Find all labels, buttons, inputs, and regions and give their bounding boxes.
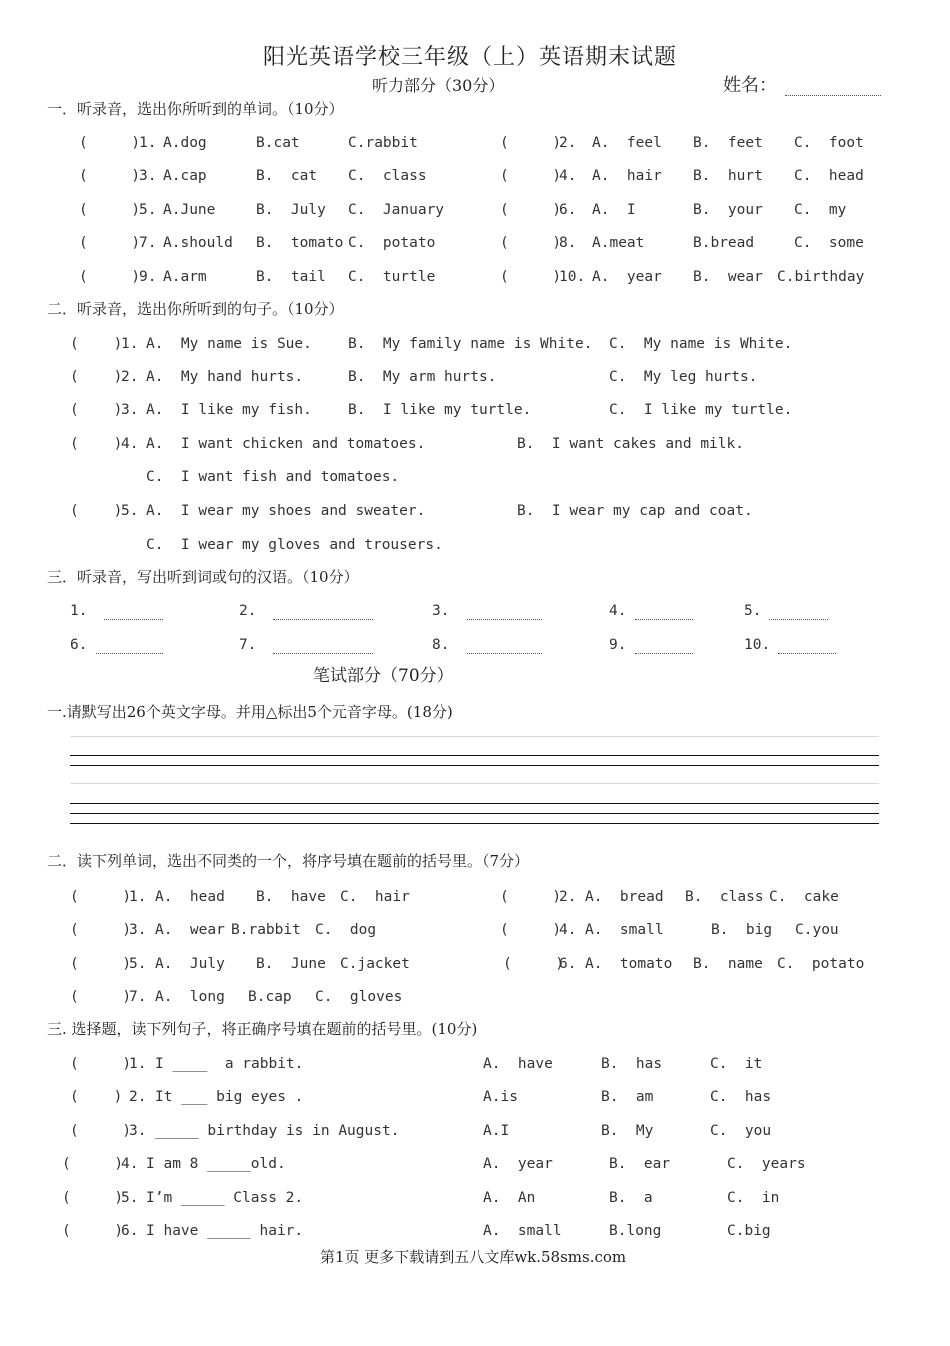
option-b: B. I like my turtle. bbox=[348, 402, 532, 418]
option-a: A. I wear my shoes and sweater. bbox=[146, 503, 426, 519]
option-a: A. small bbox=[483, 1223, 562, 1239]
option-b: B. tomato bbox=[256, 235, 344, 251]
question-number: 8. bbox=[432, 637, 450, 653]
writing-line bbox=[70, 813, 879, 814]
question-number: 8. bbox=[559, 235, 577, 251]
option-c: C. gloves bbox=[315, 989, 403, 1005]
option-c: C. potato bbox=[348, 235, 436, 251]
answer-bracket[interactable]: ( ) bbox=[70, 369, 123, 385]
option-c: C. my bbox=[794, 202, 847, 218]
question-number: 2. bbox=[121, 369, 139, 385]
question-number: 4. bbox=[609, 603, 627, 619]
answer-blank[interactable] bbox=[635, 619, 693, 620]
option-a: A. July bbox=[155, 956, 225, 972]
section-heading: 三．听录音，写出听到词或句的汉语。（10分） bbox=[47, 568, 359, 586]
page-title: 阳光英语学校三年级（上）英语期末试题 bbox=[263, 45, 678, 70]
question-number: 10. bbox=[744, 637, 771, 653]
option-b: B. ear bbox=[609, 1156, 671, 1172]
option-b: B. wear bbox=[693, 269, 763, 285]
option-c: C. it bbox=[710, 1056, 763, 1072]
question-number: 5. bbox=[129, 956, 147, 972]
answer-bracket[interactable]: ( ) bbox=[70, 402, 123, 418]
answer-blank[interactable] bbox=[769, 619, 828, 620]
answer-blank[interactable] bbox=[96, 653, 163, 654]
question-number: 3. bbox=[121, 402, 139, 418]
answer-bracket[interactable]: ( ) bbox=[79, 135, 141, 151]
question-number: 7. bbox=[139, 235, 157, 251]
answer-bracket[interactable]: ( ) bbox=[500, 922, 562, 938]
option-a: A.meat bbox=[592, 235, 645, 251]
section-heading: 二．读下列单词，选出不同类的一个，将序号填在题前的括号里。（7分） bbox=[47, 852, 530, 870]
answer-bracket[interactable]: ( ) bbox=[79, 202, 141, 218]
option-c: C. head bbox=[794, 168, 864, 184]
option-a: A.should bbox=[163, 235, 233, 251]
option-c: C. you bbox=[710, 1123, 772, 1139]
question-number: 1. bbox=[129, 889, 147, 905]
option-c: C. I wear my gloves and trousers. bbox=[146, 537, 443, 553]
answer-bracket[interactable]: ( ) bbox=[500, 269, 562, 285]
option-b: B.cat bbox=[256, 135, 300, 151]
option-c: C.birthday bbox=[777, 269, 865, 285]
option-a: A.arm bbox=[163, 269, 207, 285]
option-a: A. I like my fish. bbox=[146, 402, 312, 418]
option-b: B. class bbox=[685, 889, 764, 905]
option-a: A.dog bbox=[163, 135, 207, 151]
option-b: B. big bbox=[711, 922, 773, 938]
question-number: 4. bbox=[121, 436, 139, 452]
question-number: 3. bbox=[139, 168, 157, 184]
question-number: 1. bbox=[70, 603, 88, 619]
option-b: B. a bbox=[609, 1190, 653, 1206]
option-b: B. My bbox=[601, 1123, 654, 1139]
answer-bracket[interactable]: ( ) bbox=[70, 956, 132, 972]
option-a: A. hair bbox=[592, 168, 662, 184]
option-b: B. tail bbox=[256, 269, 326, 285]
question-number: 6. bbox=[70, 637, 88, 653]
option-a: A. small bbox=[585, 922, 664, 938]
option-a: A. have bbox=[483, 1056, 553, 1072]
question-number: 7. bbox=[129, 989, 147, 1005]
answer-blank[interactable] bbox=[273, 619, 373, 620]
option-a: A. bread bbox=[585, 889, 664, 905]
answer-blank[interactable] bbox=[778, 653, 836, 654]
question-text: It ___ big eyes . bbox=[155, 1089, 304, 1105]
answer-bracket[interactable]: ( ) bbox=[503, 956, 565, 972]
question-number: 3. bbox=[129, 922, 147, 938]
section-heading: 三. 选择题，读下列句子，将正确序号填在题前的括号里。(10分) bbox=[47, 1020, 478, 1038]
written-part-title: 笔试部分（70分） bbox=[313, 666, 454, 686]
option-b: B. your bbox=[693, 202, 763, 218]
option-c: C. some bbox=[794, 235, 864, 251]
option-c: C.you bbox=[795, 922, 839, 938]
question-number: 1. bbox=[121, 336, 139, 352]
option-a: A. feel bbox=[592, 135, 662, 151]
answer-blank[interactable] bbox=[273, 653, 373, 654]
answer-bracket[interactable]: ( ) bbox=[79, 168, 141, 184]
answer-bracket[interactable]: ( ) bbox=[70, 1123, 132, 1139]
answer-bracket[interactable]: ( ) bbox=[70, 1056, 132, 1072]
question-number: 6. bbox=[121, 1223, 139, 1239]
option-a: A. long bbox=[155, 989, 225, 1005]
option-c: C. turtle bbox=[348, 269, 436, 285]
option-c: C. My leg hurts. bbox=[609, 369, 758, 385]
option-b: B. have bbox=[256, 889, 326, 905]
question-number: 1. bbox=[129, 1056, 147, 1072]
option-b: B. has bbox=[601, 1056, 663, 1072]
option-a: A. An bbox=[483, 1190, 536, 1206]
answer-blank[interactable] bbox=[635, 653, 693, 654]
question-text: I am 8 _____old. bbox=[146, 1156, 286, 1172]
option-c: C. potato bbox=[777, 956, 865, 972]
option-a: A. wear bbox=[155, 922, 225, 938]
option-c: C.jacket bbox=[340, 956, 410, 972]
question-number: 5. bbox=[121, 503, 139, 519]
answer-bracket[interactable]: ( ) bbox=[70, 1089, 123, 1105]
option-c: C. has bbox=[710, 1089, 772, 1105]
question-number: 4. bbox=[559, 922, 577, 938]
answer-bracket[interactable]: ( ) bbox=[500, 889, 562, 905]
option-b: B. am bbox=[601, 1089, 654, 1105]
answer-bracket[interactable]: ( ) bbox=[500, 202, 562, 218]
listening-part-title: 听力部分（30分） bbox=[372, 76, 505, 95]
option-c: C. foot bbox=[794, 135, 864, 151]
name-input[interactable] bbox=[785, 95, 881, 96]
question-text: I have _____ hair. bbox=[146, 1223, 304, 1239]
question-text: I ____ a rabbit. bbox=[155, 1056, 304, 1072]
option-a: A. I want chicken and tomatoes. bbox=[146, 436, 426, 452]
answer-bracket[interactable]: ( ) bbox=[500, 235, 562, 251]
answer-bracket[interactable]: ( ) bbox=[70, 503, 123, 519]
question-text: I’m _____ Class 2. bbox=[146, 1190, 304, 1206]
question-number: 10. bbox=[559, 269, 586, 285]
option-c: C. in bbox=[727, 1190, 780, 1206]
question-number: 2. bbox=[559, 135, 577, 151]
question-number: 5. bbox=[744, 603, 762, 619]
option-a: A.cap bbox=[163, 168, 207, 184]
question-number: 6. bbox=[559, 202, 577, 218]
writing-line bbox=[70, 823, 879, 824]
answer-bracket[interactable]: ( ) bbox=[70, 989, 132, 1005]
option-a: A.is bbox=[483, 1089, 518, 1105]
option-a: A. year bbox=[592, 269, 662, 285]
section-heading: 一.请默写出26个英文字母。并用△标出5个元音字母。(18分) bbox=[47, 703, 453, 721]
question-number: 2. bbox=[239, 603, 257, 619]
question-number: 7. bbox=[239, 637, 257, 653]
answer-bracket[interactable]: ( ) bbox=[500, 135, 562, 151]
option-a: A.June bbox=[163, 202, 216, 218]
option-a: A. My name is Sue. bbox=[146, 336, 312, 352]
answer-bracket[interactable]: ( ) bbox=[70, 436, 123, 452]
answer-bracket[interactable]: ( ) bbox=[79, 269, 141, 285]
section-heading: 二．听录音，选出你所听到的句子。（10分） bbox=[47, 300, 344, 318]
name-label: 姓名： bbox=[723, 75, 777, 96]
answer-bracket[interactable]: ( ) bbox=[62, 1156, 124, 1172]
question-number: 4. bbox=[121, 1156, 139, 1172]
answer-bracket[interactable]: ( ) bbox=[79, 235, 141, 251]
question-number: 9. bbox=[609, 637, 627, 653]
section-heading: 一．听录音，选出你所听到的单词。（10分） bbox=[47, 100, 344, 118]
option-b: B.bread bbox=[693, 235, 755, 251]
answer-bracket[interactable]: ( ) bbox=[62, 1190, 124, 1206]
answer-bracket[interactable]: ( ) bbox=[70, 336, 123, 352]
option-b: B. I wear my cap and coat. bbox=[517, 503, 753, 519]
question-number: 1. bbox=[139, 135, 157, 151]
option-b: B. July bbox=[256, 202, 326, 218]
option-b: B. June bbox=[256, 956, 326, 972]
option-b: B. My family name is White. bbox=[348, 336, 593, 352]
question-number: 2. bbox=[129, 1089, 147, 1105]
answer-bracket[interactable]: ( ) bbox=[70, 922, 132, 938]
option-c: C.big bbox=[727, 1223, 771, 1239]
question-number: 4. bbox=[559, 168, 577, 184]
option-c: C. dog bbox=[315, 922, 377, 938]
option-a: A. year bbox=[483, 1156, 553, 1172]
option-a: A. I bbox=[592, 202, 636, 218]
question-number: 2. bbox=[559, 889, 577, 905]
option-a: A. My hand hurts. bbox=[146, 369, 304, 385]
question-number: 9. bbox=[139, 269, 157, 285]
question-number: 3. bbox=[432, 603, 450, 619]
answer-bracket[interactable]: ( ) bbox=[62, 1223, 124, 1239]
option-b: B. hurt bbox=[693, 168, 763, 184]
writing-line bbox=[70, 803, 879, 804]
option-a: A. tomato bbox=[585, 956, 673, 972]
question-number: 6. bbox=[559, 956, 577, 972]
question-text: _____ birthday is in August. bbox=[155, 1123, 400, 1139]
writing-line bbox=[70, 755, 879, 756]
option-b: B.cap bbox=[248, 989, 292, 1005]
question-number: 5. bbox=[139, 202, 157, 218]
option-b: B.long bbox=[609, 1223, 662, 1239]
option-b: B. name bbox=[693, 956, 763, 972]
option-c: C. years bbox=[727, 1156, 806, 1172]
option-a: A. head bbox=[155, 889, 225, 905]
answer-blank[interactable] bbox=[467, 619, 542, 620]
option-a: A.I bbox=[483, 1123, 510, 1139]
option-c: C. My name is White. bbox=[609, 336, 793, 352]
answer-bracket[interactable]: ( ) bbox=[500, 168, 562, 184]
writing-line bbox=[70, 765, 879, 766]
answer-blank[interactable] bbox=[104, 619, 163, 620]
option-b: B.rabbit bbox=[231, 922, 301, 938]
option-b: B. feet bbox=[693, 135, 763, 151]
option-c: C. class bbox=[348, 168, 427, 184]
option-b: B. My arm hurts. bbox=[348, 369, 497, 385]
option-b: B. cat bbox=[256, 168, 318, 184]
option-c: C. cake bbox=[769, 889, 839, 905]
option-c: C. January bbox=[348, 202, 445, 218]
page-footer: 第1页 更多下载请到五八文库wk.58sms.com bbox=[320, 1248, 627, 1266]
question-number: 5. bbox=[121, 1190, 139, 1206]
writing-line bbox=[70, 736, 879, 737]
answer-blank[interactable] bbox=[467, 653, 542, 654]
option-c: C.rabbit bbox=[348, 135, 418, 151]
option-c: C. I want fish and tomatoes. bbox=[146, 469, 400, 485]
option-b: B. I want cakes and milk. bbox=[517, 436, 744, 452]
answer-bracket[interactable]: ( ) bbox=[70, 889, 132, 905]
option-c: C. I like my turtle. bbox=[609, 402, 793, 418]
question-number: 3. bbox=[129, 1123, 147, 1139]
writing-line bbox=[70, 783, 879, 784]
option-c: C. hair bbox=[340, 889, 410, 905]
